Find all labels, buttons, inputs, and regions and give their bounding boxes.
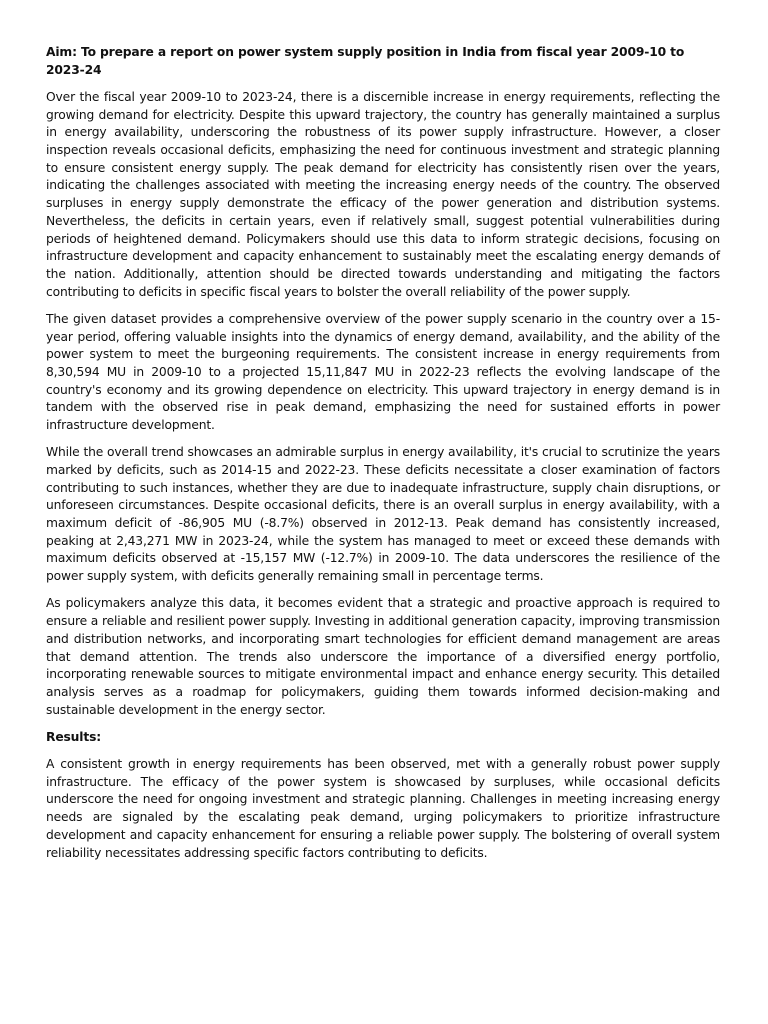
paragraph-policy: As policymakers analyze this data, it becomes evident that a strategic and proactive approach is required to ensure a reliable and resilient power supply. Investing in additional generation capacity, improving transmission and distribution networks, and incorporating smart technologies for efficient demand management are areas that demand attention. The trends also underscore the importance of a diversified energy portfolio, incorporating renewable sources to mitigate environmental impact and enhance energy security. This detailed analysis serves as a roadmap for policymakers, guiding them towards informed decision-making and sustainable development in the energy sector. [46,596,720,717]
results-paragraph: A consistent growth in energy requirements has been observed, met with a generally robust power supply infrastructure. The efficacy of the power system is showcased by surpluses, while occasional deficits underscore the need for ongoing investment and strategic planning. Challenges in meeting increasing energy needs are signaled by the escalating peak demand, urging policymakers to prioritize infrastructure development and capacity enhancement for ensuring a reliable power supply. The bolstering of overall system reliability necessitates addressing specific factors contributing to deficits. [46,757,720,860]
paragraph-dataset: The given dataset provides a comprehensive overview of the power supply scenario in the country over a 15-year period, offering valuable insights into the dynamics of energy demand, availability, and the ability of the power system to meet the burgeoning requirements. The consistent increase in energy requirements from 8,30,594 MU in 2009-10 to a projected 15,11,847 MU in 2022-23 reflects the evolving landscape of the country's economy and its growing dependence on electricity. This upward trajectory in energy demand is in tandem with the observed rise in peak demand, emphasizing the need for sustained efforts in power infrastructure development. [46,311,720,433]
results-heading: Results: [46,729,102,744]
aim-heading: Aim: To prepare a report on power system supply position in India from fiscal year 2009-10 to 2023-24 [46,45,685,77]
paragraph-overview: Over the fiscal year 2009-10 to 2023-24, there is a discernible increase in energy requirements, reflecting the growing demand for electricity. Despite this upward trajectory, the country has generally maintained a surplus in energy availability, underscoring the robustness of its power supply infrastructure. However, a closer inspection reveals occasional deficits, emphasizing the need for continuous investment and strategic planning to ensure consistent energy supply. The peak demand for electricity has consistently risen over the years, indicating the challenges associated with meeting the increasing energy needs of the country. The observed surpluses in energy supply demonstrate the efficacy of the power generation and distribution systems. Nevertheless, the deficits in certain years, even if relatively small, suggest potential vulnerabilities during periods of heightened demand. Policymakers should use this data to inform strategic decisions, focusing on infrastructure development and capacity enhancement to sustainably meet the escalating energy demands of the nation. Additionally, attention should be directed towards understanding and mitigating the factors contributing to deficits in specific fiscal years to bolster the overall reliability of the power supply. [46,89,720,299]
paragraph-deficits: While the overall trend showcases an admirable surplus in energy availability, it's crucial to scrutinize the years marked by deficits, such as 2014-15 and 2022-23. These deficits necessitate a closer examination of factors contributing to such instances, whether they are due to inadequate infrastructure, supply chain disruptions, or unforeseen circumstances. Despite occasional deficits, there is an overall surplus in energy availability, with a maximum deficit of -86,905 MU (-8.7%) observed in 2012-13. Peak demand has consistently increased, peaking at 2,43,271 MW in 2023-24, while the system has managed to meet or exceed these demands with maximum deficits observed at -15,157 MW (-12.7%) in 2009-10. The data underscores the resilience of the power supply system, with deficits generally remaining small in percentage terms. [46,445,720,584]
document-page [46,44,720,872]
